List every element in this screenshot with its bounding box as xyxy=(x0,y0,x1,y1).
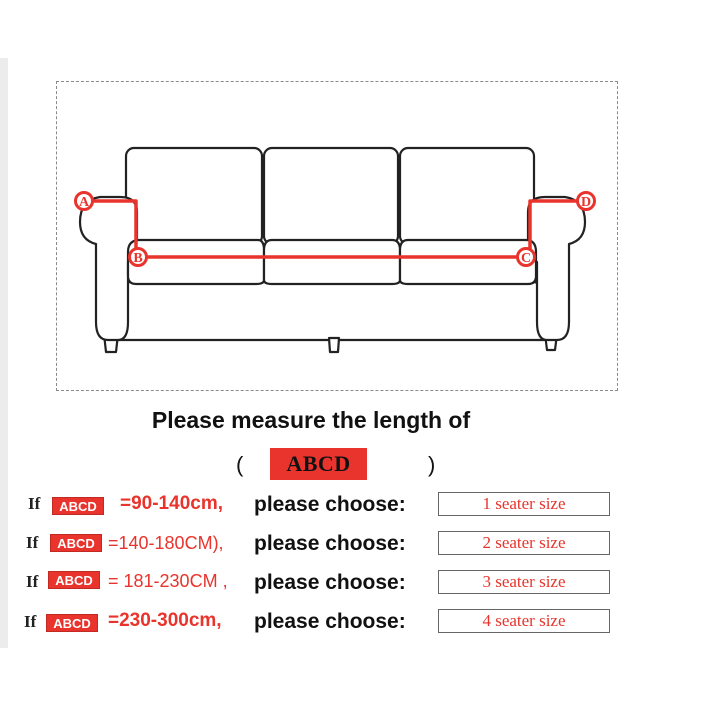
length-range: =230-300cm, xyxy=(108,610,222,631)
size-row-1 xyxy=(0,492,701,520)
if-label: If xyxy=(24,612,37,631)
length-range: = 181-230CM , xyxy=(108,571,228,591)
point-b-label: B xyxy=(133,251,143,266)
please-choose-text: please choose: xyxy=(254,610,406,633)
open-paren: ( xyxy=(236,452,244,477)
point-d-label: D xyxy=(580,195,592,210)
if-label: If xyxy=(26,533,39,552)
close-paren: ) xyxy=(428,452,436,477)
please-choose-text: please choose: xyxy=(254,493,406,516)
length-range: =140-180CM), xyxy=(108,533,224,553)
size-option-box: 1 seater size xyxy=(438,492,610,516)
if-label: If xyxy=(26,572,39,591)
abcd-tag: ABCD xyxy=(50,534,102,552)
seat-cushion-right xyxy=(400,240,536,284)
size-row-2 xyxy=(0,531,701,559)
seat-cushion-middle xyxy=(264,240,400,284)
abcd-tag: ABCD xyxy=(48,571,100,589)
back-cushion-left xyxy=(126,148,262,244)
size-option-box: 3 seater size xyxy=(438,570,610,594)
measure-heading: Please measure the length of xyxy=(151,407,471,433)
abcd-highlight-box: ABCD xyxy=(270,448,367,480)
if-label: If xyxy=(28,494,41,513)
abcd-tag: ABCD xyxy=(46,614,98,632)
please-choose-text: please choose: xyxy=(254,571,406,594)
size-row-4 xyxy=(0,609,701,637)
size-option-box: 4 seater size xyxy=(438,609,610,633)
sofa-base xyxy=(110,282,552,340)
point-c-label: C xyxy=(520,251,532,266)
leg-middle xyxy=(329,338,339,352)
back-cushion-middle xyxy=(264,148,398,244)
length-range: =90-140cm, xyxy=(120,493,223,514)
abcd-tag: ABCD xyxy=(52,497,104,515)
size-row-3 xyxy=(0,570,701,598)
back-cushion-right xyxy=(400,148,534,244)
size-option-box: 2 seater size xyxy=(438,531,610,555)
please-choose-text: please choose: xyxy=(254,532,406,555)
seat-cushion-left xyxy=(128,240,264,284)
point-a-label: A xyxy=(78,195,90,210)
